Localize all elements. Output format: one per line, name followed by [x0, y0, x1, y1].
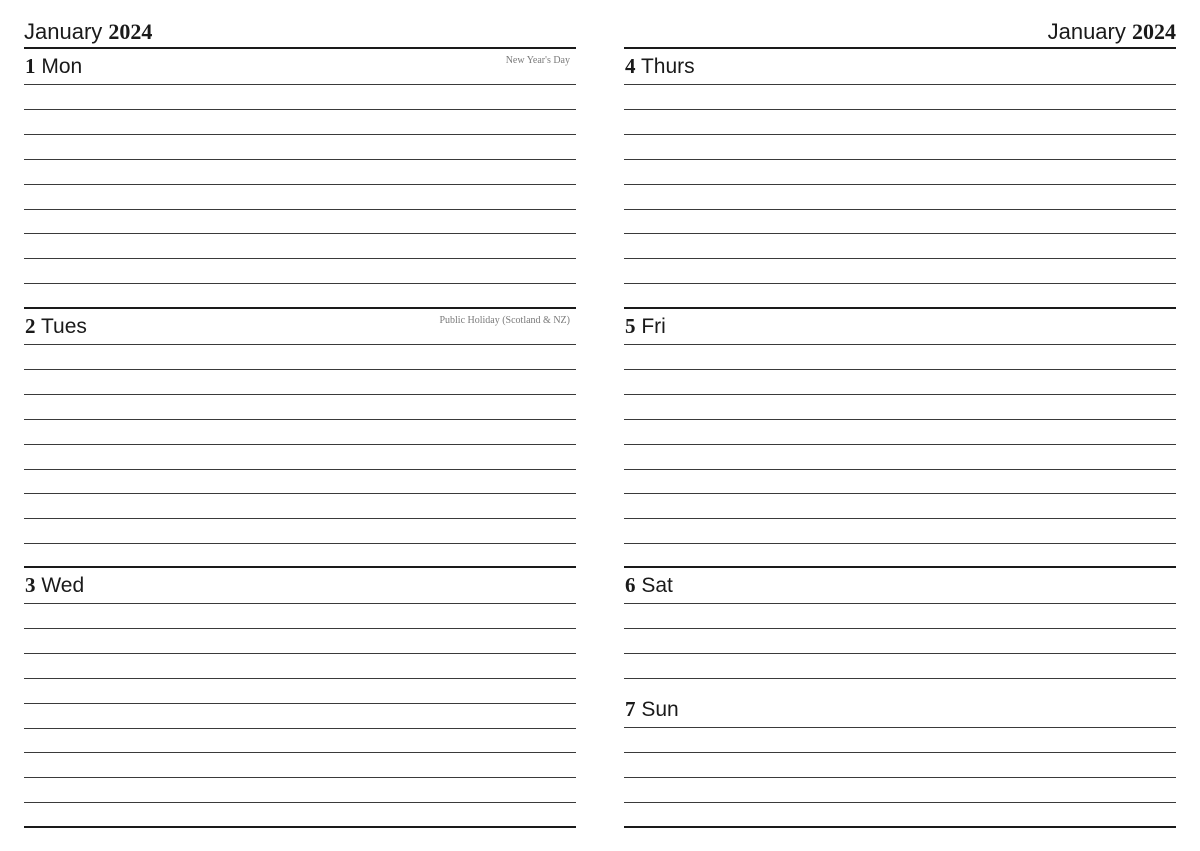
ruled-line	[624, 678, 1176, 679]
page-bottom-rule	[624, 826, 1176, 828]
day-divider	[624, 47, 1176, 49]
day-name: Sun	[641, 698, 679, 721]
day-title	[625, 696, 679, 723]
ruled-line	[24, 518, 576, 519]
ruled-line	[24, 209, 576, 210]
day-number: 7	[625, 697, 636, 721]
day-number: 2	[25, 314, 36, 338]
ruled-line	[624, 518, 1176, 519]
ruled-line	[624, 752, 1176, 753]
ruled-line	[24, 493, 576, 494]
day-header	[624, 570, 1176, 600]
day-name: Wed	[41, 574, 85, 597]
ruled-line	[24, 802, 576, 803]
day-block-4	[624, 47, 1176, 307]
ruled-line	[624, 419, 1176, 420]
day-title	[25, 572, 84, 599]
day-divider	[24, 566, 576, 568]
ruled-line	[24, 653, 576, 654]
ruled-line	[624, 84, 1176, 85]
day-block-5	[624, 307, 1176, 567]
ruled-line	[24, 752, 576, 753]
day-header	[24, 311, 576, 341]
ruled-line	[624, 369, 1176, 370]
ruled-line	[24, 444, 576, 445]
ruled-line	[624, 184, 1176, 185]
day-block-6	[624, 566, 1176, 690]
ruled-line	[24, 703, 576, 704]
day-title	[25, 53, 82, 80]
ruled-line	[624, 469, 1176, 470]
ruled-line	[624, 603, 1176, 604]
ruled-line	[24, 369, 576, 370]
month-header	[624, 18, 1176, 46]
day-name: Thurs	[640, 55, 695, 78]
ruled-line	[624, 543, 1176, 544]
ruled-line	[624, 233, 1176, 234]
ruled-line	[24, 777, 576, 778]
month-label: January	[1047, 19, 1126, 44]
ruled-line	[24, 543, 576, 544]
day-header	[624, 51, 1176, 81]
ruled-line	[624, 628, 1176, 629]
day-block-1	[24, 47, 576, 307]
holiday-note: New Year's Day	[505, 55, 570, 66]
ruled-line	[24, 344, 576, 345]
day-block-2	[24, 307, 576, 567]
ruled-line	[24, 469, 576, 470]
day-header	[24, 51, 576, 81]
ruled-line	[24, 628, 576, 629]
day-name: Mon	[41, 55, 83, 78]
ruled-line	[624, 802, 1176, 803]
ruled-line	[24, 419, 576, 420]
right-page	[624, 0, 1176, 851]
ruled-line	[24, 283, 576, 284]
ruled-line	[624, 134, 1176, 135]
day-title	[25, 313, 87, 340]
ruled-line	[24, 134, 576, 135]
ruled-line	[624, 394, 1176, 395]
ruled-line	[24, 728, 576, 729]
ruled-line	[24, 394, 576, 395]
ruled-line	[24, 678, 576, 679]
ruled-line	[624, 344, 1176, 345]
ruled-line	[624, 493, 1176, 494]
day-divider	[624, 307, 1176, 309]
month-label: January	[24, 19, 103, 44]
holiday-note: Public Holiday (Scotland & NZ)	[439, 315, 570, 326]
ruled-line	[24, 184, 576, 185]
year-label: 2024	[108, 19, 153, 44]
ruled-line	[24, 233, 576, 234]
day-divider	[624, 566, 1176, 568]
day-name: Tues	[40, 315, 87, 338]
ruled-line	[624, 727, 1176, 728]
day-number: 4	[625, 54, 636, 78]
ruled-line	[24, 109, 576, 110]
ruled-line	[624, 283, 1176, 284]
day-header	[24, 570, 576, 600]
day-title	[625, 313, 666, 340]
day-title	[625, 572, 673, 599]
left-page	[24, 0, 576, 851]
day-header	[624, 311, 1176, 341]
ruled-line	[624, 777, 1176, 778]
ruled-line	[624, 209, 1176, 210]
day-number: 3	[25, 573, 36, 597]
year-label: 2024	[1132, 19, 1176, 44]
day-number: 6	[625, 573, 636, 597]
day-block-7	[624, 690, 1176, 828]
day-number: 1	[25, 54, 36, 78]
day-header	[624, 694, 1176, 724]
ruled-line	[24, 159, 576, 160]
day-divider	[24, 47, 576, 49]
day-block-3	[24, 566, 576, 828]
month-header	[24, 18, 576, 46]
day-name: Sat	[641, 574, 673, 597]
ruled-line	[624, 109, 1176, 110]
day-number: 5	[625, 314, 636, 338]
page-bottom-rule	[24, 826, 576, 828]
day-title	[625, 53, 695, 80]
day-name: Fri	[641, 315, 666, 338]
ruled-line	[624, 159, 1176, 160]
ruled-line	[24, 258, 576, 259]
day-divider	[24, 307, 576, 309]
ruled-line	[624, 444, 1176, 445]
ruled-line	[624, 258, 1176, 259]
ruled-line	[24, 603, 576, 604]
ruled-line	[624, 653, 1176, 654]
ruled-line	[24, 84, 576, 85]
